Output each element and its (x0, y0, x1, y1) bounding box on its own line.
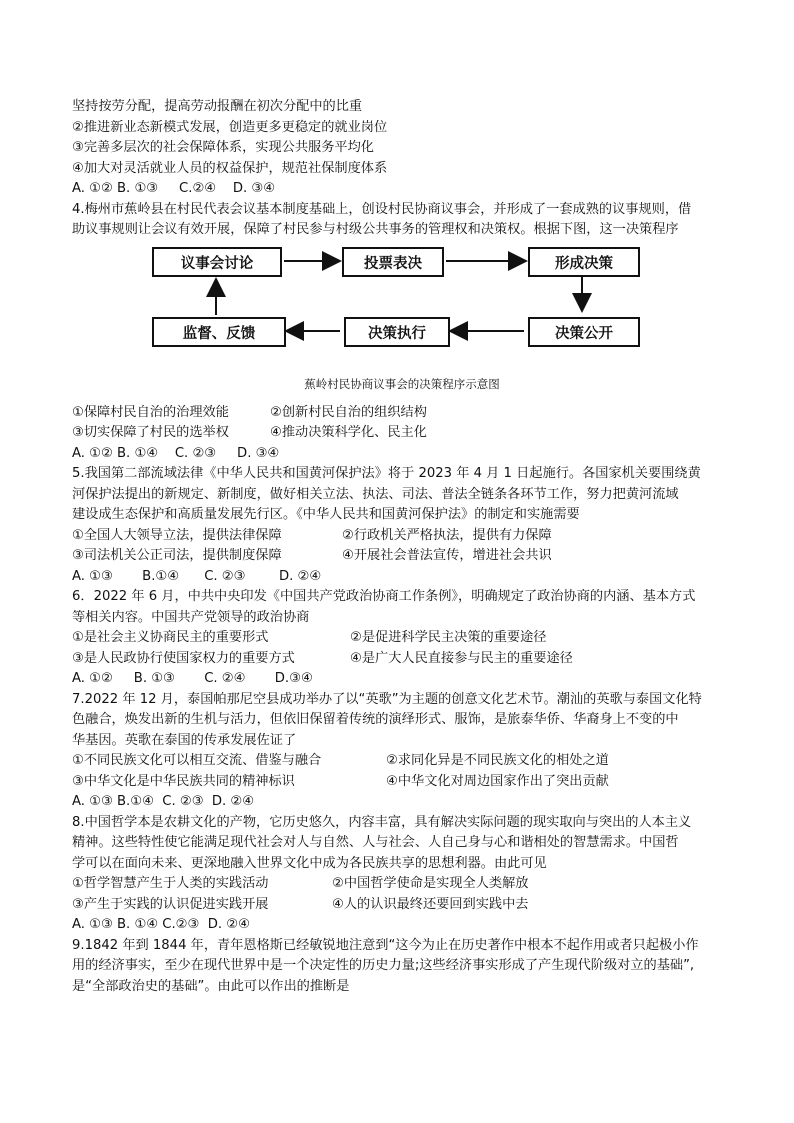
question-6 (72, 587, 732, 690)
q7-choice-3: ③中华文化是中华民族共同的精神标识 (72, 773, 295, 789)
q8-choice-1: ①哲学智慧产生于人类的实践活动 (72, 876, 269, 891)
q3-choice-4: ④加大对灵活就业人员的权益保护，规范社保制度体系 (72, 160, 388, 176)
q5-choice-1: ①全国人大领导立法，提供法律保障 (72, 527, 282, 543)
q5-choice-3: ③司法机关公正司法，提供制度保障 (72, 548, 282, 563)
q7-choice-row-2 (72, 772, 732, 793)
diagram-caption: 蕉岭村民协商议事会的决策程序示意图 (304, 376, 500, 391)
q7-options: A. ①③ B.①④ C. ②③ D. ②④ (72, 794, 255, 809)
q6-stem-line-1: 6．2022 年 6 月，中共中央印发《中国共产党政治协商工作条例》，明确规定了政治协商的内涵、基本方式 (72, 589, 696, 604)
q4-choice-row-2 (72, 423, 732, 444)
q8-stem-line-1: 8.中国哲学本是农耕文化的产物，它历史悠久，内容丰富，具有解决实际问题的现实取向与突出的人本主义 (72, 814, 692, 830)
box-supervise-feedback: 监督、反馈 (152, 317, 286, 347)
box-decision-publish: 决策公开 (528, 317, 640, 347)
q3-choice-2: ②推进新业态新模式发展，创造更多更稳定的就业岗位 (72, 119, 388, 135)
q4-options: A. ①② B. ①④ C. ②③ D. ③④ (72, 445, 280, 461)
q7-stem-line-2: 色融合，焕发出新的生机与活力，但依旧保留着传统的演绎形式、服饰，是旅泰华侨、华裔身上不变的中 (72, 712, 679, 727)
q8-choice-row-1 (72, 874, 732, 895)
q6-choice-1: ①是社会主义协商民主的重要形式 (72, 630, 269, 645)
q4-choice-3: ③切实保障了村民的选举权 (72, 425, 229, 440)
exam-page (72, 97, 732, 997)
q5-stem-line-2: 河保护法提出的新规定、新制度，做好相关立法、执法、司法、普法全链条各环节工作，努力把黄河流域 (72, 486, 679, 502)
question-7 (72, 690, 732, 813)
q4-choice-1: ①保障村民自治的治理效能 (72, 404, 229, 420)
box-decision-execute: 决策执行 (344, 317, 450, 347)
box-discussion: 议事会讨论 (152, 247, 282, 277)
q7-choice-row-1 (72, 751, 732, 772)
q9-stem-line-2: 用的经济事实，至少在现代世界中是一个决定性的历史力量;这些经济事实形成了产生现代阶级对立的基础”, (72, 958, 695, 973)
q4-stem-line-1: 4.梅州市蕉岭县在村民代表会议基本制度基础上，创设村民协商议事会，并形成了一套成熟的议事规则，借 (72, 201, 692, 217)
q7-choice-1: ①不同民族文化可以相互交流、借鉴与融合 (72, 753, 322, 768)
q5-stem-line-1: 5.我国第二部流域法律《中华人民共和国黄河保护法》将于 2023 年 4 月 1 日起施行。各国家机关要围绕黄 (72, 466, 701, 481)
q3-line-1: 坚持按劳分配，提高劳动报酬在初次分配中的比重 (72, 99, 363, 114)
q8-choice-2: ②中国哲学使命是实现全人类解放 (332, 876, 529, 891)
q8-choice-3: ③产生于实践的认识促进实践开展 (72, 896, 269, 912)
q6-stem-line-2: 等相关内容。中国共产党领导的政治协商 (72, 609, 310, 625)
q6-choice-3: ③是人民政协行使国家权力的重要方式 (72, 650, 295, 666)
q5-choice-row-2 (72, 546, 732, 567)
q6-choice-row-2 (72, 649, 732, 670)
q4-choice-row-1 (72, 403, 732, 424)
question-8 (72, 813, 732, 936)
q6-choice-row-1 (72, 628, 732, 649)
q7-choice-4: ④中华文化对周边国家作出了突出贡献 (386, 773, 609, 789)
q8-choice-4: ④人的认识最终还要回到实践中去 (332, 896, 529, 912)
q5-choice-2: ②行政机关严格执法，提供有力保障 (342, 527, 552, 543)
q9-stem-line-3: 是“全部政治史的基础”。由此可以作出的推断是 (72, 978, 350, 994)
box-vote: 投票表决 (342, 247, 444, 277)
q4-stem-line-2: 助议事规则让会议有效开展，保障了村民参与村级公共事务的管理权和决策权。根据下图，这一决策程序 (72, 222, 679, 237)
question-4 (72, 200, 732, 465)
q6-choice-4: ④是广大人民直接参与民主的重要途径 (350, 650, 573, 666)
q7-choice-2: ②求同化异是不同民族文化的相处之道 (386, 753, 609, 768)
q5-stem-line-3: 建设成生态保护和高质量发展先行区。《中华人民共和国黄河保护法》的制定和实施需要 (72, 507, 580, 522)
q9-stem-line-1: 9.1842 年到 1844 年，青年恩格斯已经敏锐地注意到“这今为止在历史著作中根本不起作用或者只起极小作 (72, 937, 699, 953)
q4-choice-2: ②创新村民自治的组织结构 (270, 404, 427, 420)
q5-choice-row-1 (72, 526, 732, 547)
q7-stem-line-1: 7.2022 年 12 月，泰国帕那尼空县成功举办了以“英歌”为主题的创意文化艺术节。潮汕的英歌与泰国文化特 (72, 691, 702, 707)
q3-options: A. ①② B. ①③ C.②④ D. ③④ (72, 181, 276, 196)
q7-stem-line-3: 华基因。英歌在泰国的传承发展佐证了 (72, 732, 297, 748)
q8-options: A. ①③ B. ①④ C.②③ D. ②④ (72, 917, 250, 932)
question-3-tail (72, 97, 732, 200)
decision-flow-diagram (152, 245, 652, 367)
q8-choice-row-2 (72, 895, 732, 916)
q8-stem-line-2: 精神。这些特性使它能满足现代社会对人与自然、人与社会、人自己身与心和谐相处的智慧需求。中国哲 (72, 835, 679, 850)
question-9 (72, 936, 732, 998)
q5-options: A. ①③ B.①④ C. ②③ D. ②④ (72, 568, 322, 584)
q5-choice-4: ④开展社会普法宣传，增进社会共识 (342, 548, 552, 563)
q4-choice-4: ④推动决策科学化、民主化 (270, 425, 427, 440)
box-form-decision: 形成决策 (528, 247, 640, 277)
q3-choice-3: ③完善多层次的社会保障体系，实现公共服务平均化 (72, 140, 374, 155)
question-5 (72, 464, 732, 587)
q6-options: A. ①② B. ①③ C. ②④ D.③④ (72, 671, 313, 686)
q6-choice-2: ②是促进科学民主决策的重要途径 (350, 630, 547, 645)
q8-stem-line-3: 学可以在面向未来、更深地融入世界文化中成为各民族共享的思想利器。由此可见 (72, 855, 547, 871)
